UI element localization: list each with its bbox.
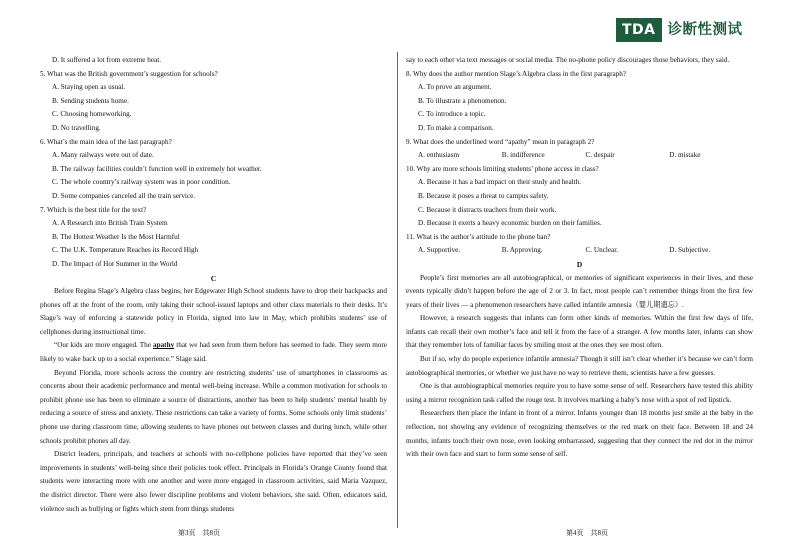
passage-c-paragraph-4: District leaders, principals, and teachers at schools with no-cellphone policies have reported that they’ve seen improvements in students’ well-being since their policies took effect. Principals in Florida’s Orange County found that students were interacting more with one another and were more engaged in classroom activities, said Maria Vazquez, the district director. There were also fewer discipline problems and violent behaviors, she said. Often, educators said, violence such as bullying or fights which stem from things students xyxy=(40,450,387,513)
q8-option-b: B. To illustrate a phenomenon. xyxy=(418,96,507,105)
q7-option-b: B. The Hottest Weather Is the Most Harmful xyxy=(52,232,180,241)
question-11: 11. What is the author’s attitude to the phone ban? xyxy=(406,232,551,241)
q8-option-d: D. To make a comparison. xyxy=(418,123,494,132)
logo-box: TDA xyxy=(616,18,662,42)
q10-option-c: C. Because it distracts teachers from their work. xyxy=(418,205,557,214)
q11-options xyxy=(406,244,753,258)
q9-options xyxy=(406,149,753,163)
q10-option-d: D. Because it exerts a heavy economic burden on their families. xyxy=(418,219,602,228)
question-7: 7. Which is the best title for the text? xyxy=(40,205,147,214)
q5-option-a: A. Staying open as usual. xyxy=(52,83,126,92)
page-number-right: 第4页 共8页 xyxy=(566,529,608,537)
q8-option-c: C. To introduce a topic. xyxy=(418,110,486,119)
q9-option-c: C. despair xyxy=(585,151,615,160)
passage-d-paragraph-1: People’s first memories are all autobiographical, or memories of significant experiences in their lives, and these events typically didn’t happen before the age of 2 or 3. In fact, most people can’t remember things from the first few years of their lives — a phenomenon researchers have called infantile amnesia（婴儿期遗忘）. xyxy=(406,273,753,309)
q11-option-d: D. Subjective. xyxy=(669,246,711,255)
q9-option-a: A. enthusiasm xyxy=(418,151,460,160)
q10-option-a: A. Because it has a bad impact on their study and health. xyxy=(418,178,582,187)
p2-text-a: “Our kids are more engaged. The xyxy=(54,341,153,350)
question-8: 8. Why does the author mention Slage’s Algebra class in the first paragraph? xyxy=(406,69,627,78)
q6-option-b: B. The railway facilities couldn’t function well in extremely hot weather. xyxy=(52,164,262,173)
question-5: 5. What was the British government’s suggestion for schools? xyxy=(40,69,218,78)
q6-option-c: C. The whole country’s railway system was in poor condition. xyxy=(52,178,231,187)
tda-logo xyxy=(616,18,748,42)
p2-text-b: that we had seen from them before has seemed to fade. They seem more likely to wake back up to a social experience.” Slage said. xyxy=(40,341,387,364)
passage-d-paragraph-4: One is that autobiographical memories require you to have some sense of self. Researchers have tested this ability using a mirror recognition task called the rouge test. It involves marking a baby’s nose with a spot of red lipstick. xyxy=(406,382,753,404)
question-9: 9. What does the underlined word “apathy” mean in paragraph 2? xyxy=(406,137,595,146)
passage-d-paragraph-5: Researchers then place the infant in front of a mirror. Infants younger than 18 months just smile at the baby in the reflection, not showing any evidence of recognizing themselves or the red mark on their face. Between 18 and 24 months, infants touch their own nose, even looking embarrassed, suggesting that they connect the red dot in the mirror with their own face and start to form some sense of self. xyxy=(406,409,753,459)
q7-option-c: C. The U.K. Temperature Reaches its Record High xyxy=(52,246,199,255)
q11-option-a: A. Supportive. xyxy=(418,246,461,255)
q6-option-a: A. Many railways were out of date. xyxy=(52,151,154,160)
q6-option-d: D. Some companies canceled all the train service. xyxy=(52,191,196,200)
q8-option-a: A. To prove an argument. xyxy=(418,83,492,92)
page-number-left: 第3页 共8页 xyxy=(178,529,220,537)
passage-c-paragraph-3: Beyond Florida, more schools across the country are restricting students’ use of smartphones in classrooms as concerns about their academic performance and mental well-being increase. While a common motivation for schools to prohibit phone use has been to eliminate a source of distractions, another has been to help students’ mental health by reducing a source of stress and anxiety. These restrictions can take a variety of forms. Some schools only limit students’ phone use during classroom time, allowing students to have phones out between classes and during lunch, while other schools prohibit phones all day. xyxy=(40,368,387,445)
passage-d-paragraph-2: However, a research suggests that infants can form other kinds of memories. Within the first few days of life, infants can recall their own mother’s face and tell it from the face of a stranger. A few months later, infants can show that they remember lots of familiar faces by smiling most at the ones they see most often. xyxy=(406,314,753,350)
section-c-heading: C xyxy=(210,273,217,283)
question-10: 10. Why are more schools limiting students’ phone access in class? xyxy=(406,164,599,173)
passage-c-paragraph-2 xyxy=(40,339,387,366)
q7-option-d: D. The Impact of Hot Summer in the World xyxy=(52,259,178,268)
q11-option-b: B. Approving. xyxy=(501,246,543,255)
q4-option-d: D. It suffered a lot from extreme heat. xyxy=(52,56,162,64)
q10-option-b: B. Because it poses a threat to campus safety. xyxy=(418,191,549,200)
q11-option-c: C. Unclear. xyxy=(585,246,619,255)
logo-text: 诊断性测试 xyxy=(667,22,743,38)
right-column xyxy=(406,54,753,462)
q5-option-c: C. Choosing homeworking. xyxy=(52,110,132,119)
q5-option-d: D. No travelling. xyxy=(52,123,101,132)
passage-c-continued: say to each other via text messages or social media. The no-phone policy discourages those behaviors, they said. xyxy=(406,56,730,64)
underlined-word-apathy: apathy xyxy=(153,341,175,350)
section-d-heading: D xyxy=(576,259,583,269)
left-column xyxy=(40,54,387,516)
column-divider xyxy=(397,52,398,528)
q5-option-b: B. Sending students home. xyxy=(52,96,129,105)
q7-option-a: A. A Research into British Train System xyxy=(52,219,168,228)
question-6: 6. What’s the main idea of the last paragraph? xyxy=(40,137,172,146)
passage-c-paragraph-1: Before Regina Slage’s Algebra class begins, her Edgewater High School students have to drop their backpacks and phones off at the front of the room, only taking their school-issued laptops and other class materials to their desks. It’s Slage’s way of enforcing a statewide policy in Florida, signed into law in May, which prohibits students’ use of cellphones during instructional time. xyxy=(40,287,387,336)
q9-option-b: B. indifference xyxy=(501,151,545,160)
passage-d-paragraph-3: But if so, why do people experience infantile amnesia? Though it still isn’t clear whether it’s because we can’t form autobiographical memories, or whether we just have no way to retrieve them, scientists have a few guesses. xyxy=(406,355,753,377)
q9-option-d: D. mistake xyxy=(669,151,701,160)
